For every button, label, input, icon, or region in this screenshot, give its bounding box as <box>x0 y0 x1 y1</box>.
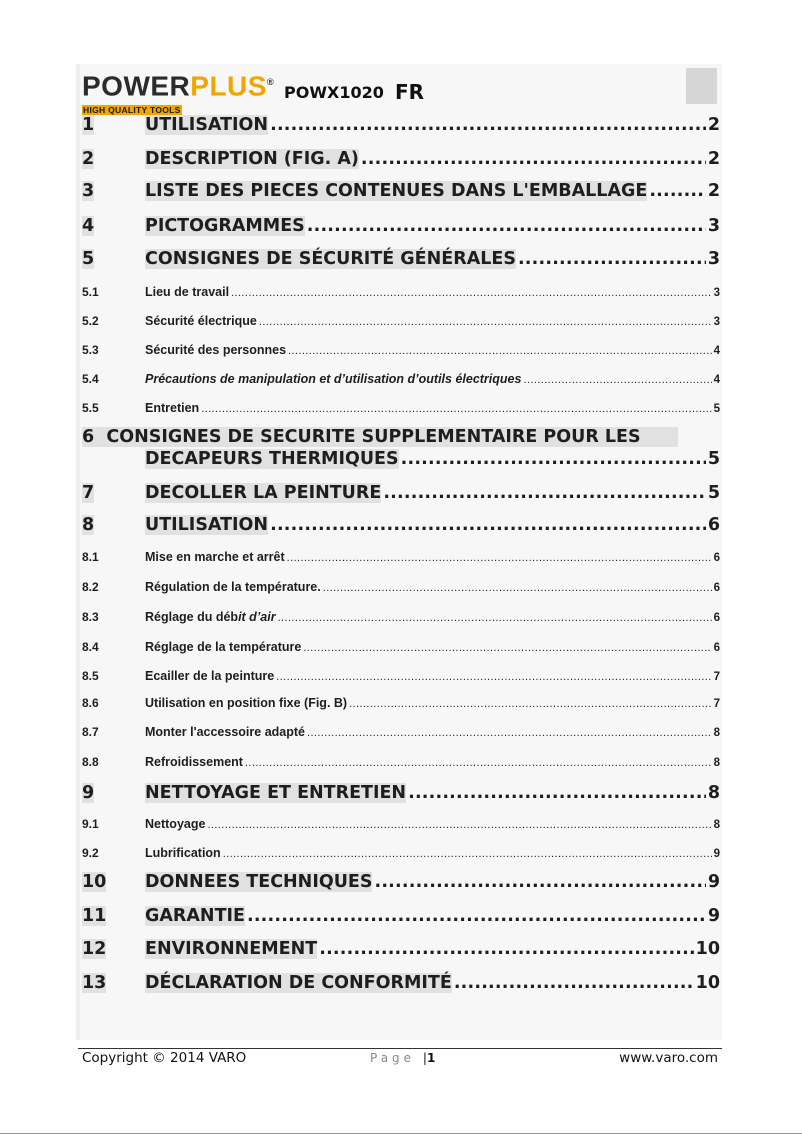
toc-number: 5.3 <box>82 343 99 357</box>
toc-page: 7 <box>713 698 720 710</box>
footer-page-separator: | <box>422 1051 427 1065</box>
page-gutter <box>76 64 80 1040</box>
toc-number: 1 <box>82 115 95 135</box>
toc-leader <box>649 181 705 201</box>
toc-page: 6 <box>713 582 720 594</box>
toc-entry-5-1[interactable] <box>82 285 720 299</box>
toc-page: 9 <box>707 872 720 892</box>
page-bottom-edge <box>0 1133 802 1134</box>
toc-page: 4 <box>713 345 720 357</box>
toc-leader <box>374 872 705 892</box>
toc-title: Lieu de travail <box>145 285 230 299</box>
toc-leader <box>259 316 712 328</box>
footer-page-indicator <box>370 1051 435 1065</box>
toc-title: UTILISATION <box>145 115 269 135</box>
toc-title: DESCRIPTION (FIG. A) <box>145 149 359 169</box>
toc-entry-8-2[interactable] <box>82 580 720 594</box>
toc-entry-11[interactable] <box>82 906 720 926</box>
toc-leader <box>408 783 706 803</box>
toc-number: 8.1 <box>82 550 99 564</box>
toc-number: 5.4 <box>82 372 99 386</box>
toc-entry-2[interactable] <box>82 149 720 169</box>
toc-leader <box>245 757 712 769</box>
toc-entry-8-6[interactable] <box>82 696 720 710</box>
toc-page: 2 <box>707 149 720 169</box>
toc-number: 8.8 <box>82 755 99 769</box>
toc-entry-5-4[interactable] <box>82 372 720 386</box>
toc-title-part-b: it d’air <box>238 610 276 624</box>
toc-number: 5.5 <box>82 401 99 415</box>
toc-number: 8.7 <box>82 725 99 739</box>
toc-entry-5-5[interactable] <box>82 401 720 415</box>
toc-title: Sécurité électrique <box>145 314 257 328</box>
toc-leader <box>278 612 712 624</box>
toc-number: 12 <box>82 939 107 959</box>
toc-entry-13[interactable] <box>82 973 720 993</box>
toc-leader <box>523 374 711 386</box>
toc-number: 7 <box>82 483 95 503</box>
toc-number: 5.1 <box>82 285 99 299</box>
header-tab-marker <box>686 68 717 104</box>
toc-entry-9-1[interactable] <box>82 817 720 831</box>
toc-leader <box>288 345 712 357</box>
toc-entry-8-3[interactable] <box>82 610 720 624</box>
logo-wordmark-power: POWER <box>82 70 191 102</box>
toc-page: 9 <box>707 906 720 926</box>
toc-number: 9 <box>82 783 95 803</box>
model-number: POWX1020 <box>284 83 384 102</box>
toc-title: DECOLLER LA PEINTURE <box>145 483 382 503</box>
footer-copyright: Copyright © 2014 VARO <box>82 1050 247 1066</box>
logo-wordmark <box>82 68 274 100</box>
toc-entry-5-2[interactable] <box>82 314 720 328</box>
toc-title-line1 <box>82 427 678 447</box>
toc-leader <box>287 552 712 564</box>
toc-entry-5[interactable] <box>82 249 720 269</box>
toc-entry-7[interactable] <box>82 483 720 503</box>
toc-page: 10 <box>695 939 720 959</box>
toc-entry-9-2[interactable] <box>82 846 720 860</box>
toc-page: 6 <box>707 515 720 535</box>
toc-title: CONSIGNES DE SÉCURITÉ GÉNÉRALES <box>145 249 516 269</box>
toc-leader <box>518 249 706 269</box>
toc-entry-8-5[interactable] <box>82 669 720 683</box>
toc-page: 9 <box>713 848 720 860</box>
toc-title: Nettoyage <box>145 817 206 831</box>
toc-title: Mise en marche et arrêt <box>145 550 285 564</box>
footer-website-link[interactable]: www.varo.com <box>619 1050 718 1066</box>
logo-wordmark-plus: PLUS <box>190 70 267 102</box>
toc-number: 3 <box>82 181 95 201</box>
toc-entry-8[interactable] <box>82 515 720 535</box>
toc-page: 3 <box>713 287 720 299</box>
footer-divider <box>78 1048 722 1049</box>
toc-page: 8 <box>713 819 720 831</box>
logo-registered-mark: ® <box>266 77 275 87</box>
toc-title: Monter l'accessoire adapté <box>145 725 305 739</box>
toc-page: 10 <box>695 973 720 993</box>
toc-leader <box>207 819 711 831</box>
toc-title: UTILISATION <box>145 515 269 535</box>
toc-entry-8-4[interactable] <box>82 640 720 654</box>
toc-number: 8 <box>82 515 95 535</box>
toc-page: 2 <box>707 181 720 201</box>
toc-number: 9.2 <box>82 846 99 860</box>
toc-number: 10 <box>82 872 107 892</box>
toc-leader <box>383 483 705 503</box>
toc-number: 8.5 <box>82 669 99 683</box>
toc-number: 5.2 <box>82 314 99 328</box>
toc-entry-10[interactable] <box>82 872 720 892</box>
toc-entry-8-8[interactable] <box>82 755 720 769</box>
toc-title-line2: DECAPEURS THERMIQUES <box>145 449 399 469</box>
toc-number: 8.2 <box>82 580 99 594</box>
toc-entry-8-7[interactable] <box>82 725 720 739</box>
toc-number: 4 <box>82 216 95 236</box>
footer-page-label: Page <box>370 1051 416 1065</box>
toc-entry-8-1[interactable] <box>82 550 720 564</box>
toc-number: 6 <box>82 427 95 447</box>
toc-page: 2 <box>707 115 720 135</box>
toc-entry-6-line1[interactable] <box>82 427 678 447</box>
toc-leader <box>247 906 706 926</box>
toc-leader <box>303 642 711 654</box>
toc-number: 8.6 <box>82 696 99 710</box>
toc-title: DONNEES TECHNIQUES <box>145 872 373 892</box>
toc-page: 6 <box>713 552 720 564</box>
toc-title: LISTE DES PIECES CONTENUES DANS L'EMBALLAGE <box>145 181 648 201</box>
toc-title <box>145 610 276 624</box>
toc-leader <box>307 727 712 739</box>
toc-entry-3[interactable] <box>82 181 720 201</box>
toc-leader <box>223 848 712 860</box>
toc-page: 8 <box>713 727 720 739</box>
toc-title: Ecailler de la peinture <box>145 669 275 683</box>
toc-entry-9[interactable] <box>82 783 720 803</box>
toc-page: 3 <box>713 316 720 328</box>
toc-page: 7 <box>713 671 720 683</box>
toc-title: Entretien <box>145 401 200 415</box>
toc-leader <box>270 115 706 135</box>
toc-title: ENVIRONNEMENT <box>145 939 318 959</box>
toc-leader <box>401 449 706 469</box>
toc-entry-12[interactable] <box>82 939 720 959</box>
toc-number: 11 <box>82 906 107 926</box>
toc-leader <box>276 671 711 683</box>
toc-page: 5 <box>707 449 720 469</box>
toc-entry-5-3[interactable] <box>82 343 720 357</box>
toc-number: 8.3 <box>82 610 99 624</box>
toc-title: GARANTIE <box>145 906 245 926</box>
toc-title: Régulation de la température. <box>145 580 321 594</box>
toc-entry-4[interactable] <box>82 216 720 236</box>
brand-logo <box>82 68 274 118</box>
language-code: FR <box>395 80 425 104</box>
toc-leader <box>270 515 706 535</box>
toc-number: 5 <box>82 249 95 269</box>
toc-number: 8.4 <box>82 640 99 654</box>
toc-title: DÉCLARATION DE CONFORMITÉ <box>145 973 452 993</box>
toc-title: Utilisation en position fixe (Fig. B) <box>145 696 348 710</box>
toc-title: NETTOYAGE ET ENTRETIEN <box>145 783 407 803</box>
logo-tagline: HIGH QUALITY TOOLS <box>83 105 181 116</box>
toc-leader <box>319 939 693 959</box>
toc-title: Refroidissement <box>145 755 243 769</box>
toc-leader <box>454 973 694 993</box>
toc-page: 3 <box>707 216 720 236</box>
toc-title: PICTOGRAMMES <box>145 216 305 236</box>
toc-title: Lubrification <box>145 846 221 860</box>
toc-leader <box>323 582 712 594</box>
toc-title: Sécurité des personnes <box>145 343 287 357</box>
toc-leader <box>201 403 711 415</box>
toc-page: 8 <box>707 783 720 803</box>
toc-page: 6 <box>713 612 720 624</box>
toc-leader <box>361 149 706 169</box>
toc-entry-1[interactable] <box>82 115 720 135</box>
toc-number: 2 <box>82 149 95 169</box>
toc-number: 9.1 <box>82 817 99 831</box>
toc-entry-6-line2[interactable] <box>82 449 720 469</box>
toc-page: 8 <box>713 757 720 769</box>
toc-leader <box>349 698 712 710</box>
toc-page: 5 <box>713 403 720 415</box>
toc-leader <box>307 216 706 236</box>
toc-page: 4 <box>713 374 720 386</box>
toc-title-text: CONSIGNES DE SECURITE SUPPLEMENTAIRE POUR LES <box>106 427 641 447</box>
toc-title: Réglage de la température <box>145 640 302 654</box>
toc-title-part-a: Réglage du déb <box>145 610 239 624</box>
toc-page: 5 <box>707 483 720 503</box>
toc-number: 13 <box>82 973 107 993</box>
toc-page: 6 <box>713 642 720 654</box>
toc-leader <box>231 287 712 299</box>
toc-page: 3 <box>707 249 720 269</box>
footer-page-number: 1 <box>426 1051 436 1065</box>
toc-title: Précautions de manipulation et d’utilisation d’outils électriques <box>145 372 522 386</box>
